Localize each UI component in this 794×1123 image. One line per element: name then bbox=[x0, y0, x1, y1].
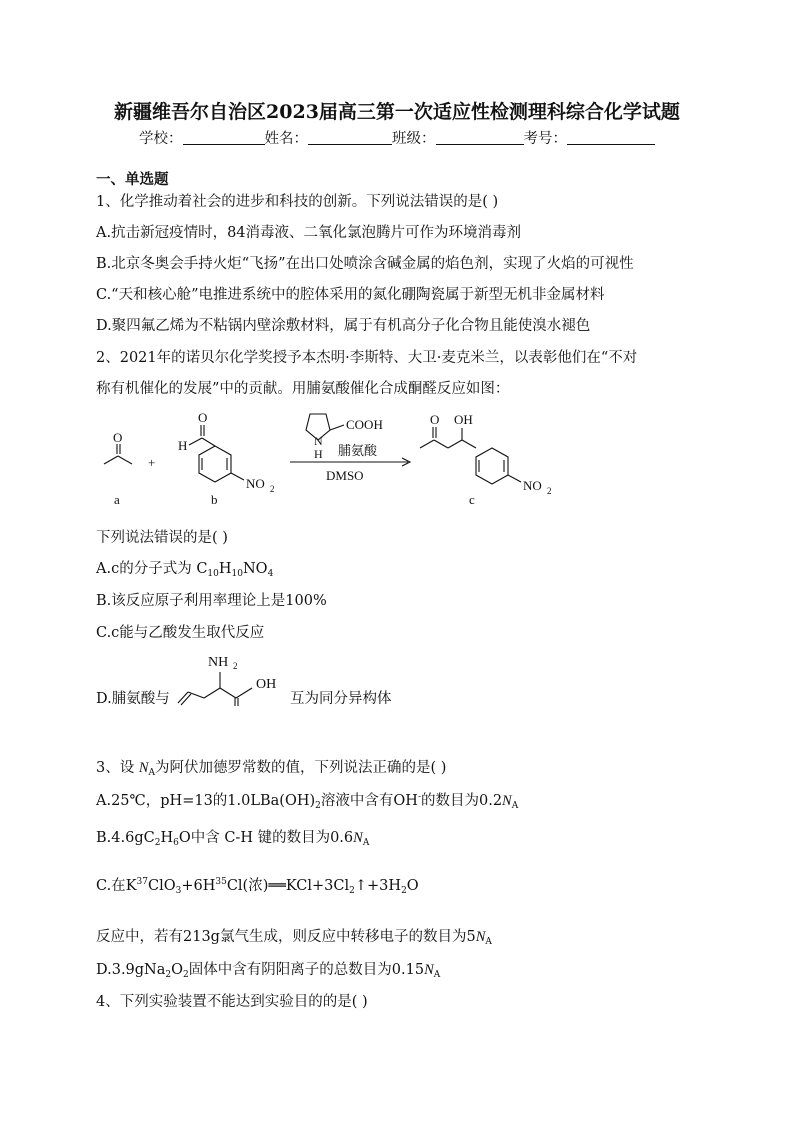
q3-d-na: N bbox=[424, 962, 434, 978]
q2-option-d-pre: D.脯氨酸与 bbox=[96, 691, 170, 707]
name-blank[interactable] bbox=[308, 130, 392, 145]
b-cho-bond bbox=[202, 438, 215, 446]
b-no2-bond bbox=[231, 473, 244, 480]
c-ring-bond bbox=[462, 440, 476, 448]
proline-h: H bbox=[314, 447, 323, 461]
q3-c-pre: C.在 bbox=[96, 878, 126, 894]
number-blank[interactable] bbox=[567, 130, 655, 145]
q3-stem bbox=[96, 756, 446, 777]
name-label: 姓名： bbox=[264, 131, 308, 147]
f-c: C bbox=[196, 561, 208, 577]
q3-c-sub3: 3 bbox=[175, 886, 182, 896]
q3-b-sub2: 6 bbox=[173, 838, 179, 848]
b-ch-bond bbox=[189, 438, 202, 445]
q3-c-arrow: ↑ bbox=[354, 878, 368, 894]
b-o: O bbox=[198, 410, 208, 425]
school-label: 学校： bbox=[139, 131, 183, 147]
q3-c-val: 5 bbox=[466, 929, 476, 945]
c-no2-sub: 2 bbox=[547, 486, 552, 496]
q3-d-o: O bbox=[171, 962, 184, 978]
c-benzene-ring bbox=[476, 448, 508, 484]
q3-c-end: +3H bbox=[367, 878, 402, 894]
q3-d-sub2: 2 bbox=[183, 970, 189, 980]
q3-b-na: N bbox=[353, 830, 363, 846]
q3-b-val: 0.6 bbox=[330, 830, 354, 846]
q3-c-cl: Cl(浓) bbox=[226, 878, 269, 894]
aa-nh2: NH bbox=[208, 655, 229, 670]
q3-stem-post: 为阿伏加德罗常数的值，下列说法正确的是( ) bbox=[155, 760, 447, 776]
section-heading: 一、单选题 bbox=[96, 171, 169, 188]
q3-a-sub: 2 bbox=[315, 801, 321, 811]
q3-c-eq: ══ bbox=[268, 878, 286, 894]
q3-a-mid: pH=13的1.0LBa bbox=[160, 793, 280, 809]
q2-option-b: B.该反应原子利用率理论上是100% bbox=[96, 593, 327, 609]
q2-option-a bbox=[96, 557, 273, 578]
b-no2: NO bbox=[246, 476, 265, 491]
q3-stem-pre: 3、设 bbox=[96, 760, 139, 776]
acetone-o: O bbox=[113, 430, 123, 445]
q3-b-mid: 中含 C-H 键的数目为 bbox=[190, 830, 331, 846]
q3-c2-pre: 反应中，若有213g氯气生成，则反应中转移电子的数目为 bbox=[96, 929, 467, 945]
q3-b-na-sub: A bbox=[362, 838, 370, 848]
page-title: 新疆维吾尔自治区2023届高三第一次适应性检测理科综合化学试题 bbox=[114, 101, 680, 123]
q1-option-a: A.抗击新冠疫情时，84消毒液、二氧化氯泡腾片可作为环境消毒剂 bbox=[96, 225, 522, 241]
number-label: 考号： bbox=[523, 131, 567, 147]
student-info-row bbox=[0, 127, 794, 148]
q3-a-pre: A.25℃， bbox=[96, 793, 161, 809]
amino-acid-structure bbox=[174, 648, 290, 710]
acetone-bond-right bbox=[118, 456, 132, 464]
q3-option-c bbox=[96, 874, 419, 895]
q3-a-paren: (OH) bbox=[279, 793, 316, 809]
q3-a-val: 0.2 bbox=[478, 793, 503, 809]
q3-a-na-sub: A bbox=[511, 801, 519, 811]
q2-stem-line2: 称有机催化的发展”中的贡献。用脯氨酸催化合成酮醛反应如图： bbox=[96, 381, 510, 397]
label-c: c bbox=[469, 492, 475, 507]
q2-a-formula bbox=[196, 561, 273, 577]
school-blank[interactable] bbox=[183, 130, 265, 145]
q2-option-d-post: 互为同分异构体 bbox=[290, 691, 392, 707]
catalyst-label: 脯氨酸 bbox=[338, 443, 378, 458]
c-bond-1 bbox=[420, 440, 434, 448]
aa-vinyl-double-1 bbox=[178, 692, 188, 703]
q3-d-sub1: 2 bbox=[165, 970, 172, 980]
na-sub: A bbox=[148, 768, 156, 778]
q2-a-text: A.c的分子式为 bbox=[96, 561, 197, 577]
class-blank[interactable] bbox=[436, 130, 524, 145]
c-no2: NO bbox=[523, 478, 542, 493]
q3-c-sub2: 2 bbox=[349, 886, 355, 896]
q3-d-mid: 固体中含有阴阳离子的总数目为 bbox=[188, 962, 392, 978]
aa-oh-bond bbox=[236, 688, 252, 698]
q3-option-b bbox=[96, 826, 369, 847]
proline-cooh: COOH bbox=[346, 417, 383, 432]
q3-c-na-sub: A bbox=[485, 937, 492, 947]
q3-option-d bbox=[96, 958, 440, 979]
aa-bond-3 bbox=[220, 688, 236, 698]
q2-option-c: C.c能与乙酸发生取代反应 bbox=[96, 625, 265, 641]
c-o: O bbox=[430, 412, 440, 427]
q3-a-na: N bbox=[502, 793, 512, 809]
f-c-sub: 10 bbox=[207, 569, 219, 579]
na-symbol: N bbox=[138, 760, 149, 776]
q3-b-formula: 4.6gC bbox=[111, 830, 155, 846]
aa-vinyl-double-2 bbox=[181, 694, 191, 705]
aa-nh2-sub: 2 bbox=[233, 661, 238, 671]
q3-a-oh-sup: - bbox=[417, 792, 421, 802]
q3-b-sub1: 2 bbox=[154, 838, 161, 848]
q3-c-clo: ClO bbox=[147, 878, 176, 894]
label-b: b bbox=[211, 492, 218, 507]
q3-a-post2: 的数目为 bbox=[420, 793, 479, 809]
q1-option-d: D.聚四氟乙烯为不粘锅内壁涂敷材料，属于有机高分子化合物且能使溴水褪色 bbox=[96, 318, 591, 334]
f-h-sub: 10 bbox=[231, 569, 243, 579]
b-no2-sub: 2 bbox=[270, 484, 275, 494]
proline-cooh-bond bbox=[330, 425, 344, 430]
q3-b-o: O bbox=[178, 830, 191, 846]
f-h: H bbox=[218, 561, 232, 577]
q3-d-formula: 3.9gNa bbox=[111, 962, 166, 978]
q3-d-pre: D. bbox=[96, 962, 112, 978]
class-label: 班级： bbox=[392, 131, 436, 147]
q3-c-sup2: 35 bbox=[215, 877, 227, 887]
f-no-sub: 4 bbox=[267, 569, 274, 579]
q3-d-val: 0.15 bbox=[391, 962, 425, 978]
q3-a-oh: OH bbox=[393, 793, 418, 809]
b-h: H bbox=[178, 438, 188, 453]
q2-stem-line1: 2、2021年的诺贝尔化学奖授予本杰明·李斯特、大卫·麦克米兰，以表彰他们在“不对 bbox=[96, 350, 638, 366]
q3-c-k: K bbox=[125, 878, 137, 894]
q2-stem-line3: 下列说法错误的是( ) bbox=[96, 530, 228, 546]
q3-c-end-sub: 2 bbox=[401, 886, 407, 896]
q1-option-c: C.“天和核心舱”电推进系统中的腔体采用的氮化硼陶瓷属于新型无机非金属材料 bbox=[96, 287, 605, 303]
q3-d-na-sub: A bbox=[433, 970, 441, 980]
q3-b-h: H bbox=[160, 830, 174, 846]
q3-option-a bbox=[96, 789, 518, 810]
q3-option-c-line2 bbox=[96, 925, 492, 946]
c-bond-3 bbox=[448, 440, 462, 448]
q3-c-sup1: 37 bbox=[136, 877, 148, 887]
q3-c-prod: KCl+3Cl bbox=[285, 878, 350, 894]
q4-stem: 4、下列实验装置不能达到实验目的的是( ) bbox=[96, 994, 368, 1010]
q1-option-b: B.北京冬奥会手持火炬“飞扬”在出口处喷涂含碱金属的焰色剂，实现了火焰的可视性 bbox=[96, 256, 634, 272]
aa-bond-2 bbox=[204, 688, 220, 698]
b-benzene-ring bbox=[199, 446, 231, 482]
q3-c-end-o: O bbox=[406, 878, 419, 894]
c-bond-2 bbox=[434, 440, 448, 448]
c-oh: OH bbox=[454, 412, 473, 427]
solvent-label: DMSO bbox=[326, 468, 364, 483]
acetone-bond-left bbox=[104, 456, 118, 464]
q3-c-plus: +6H bbox=[181, 878, 216, 894]
label-a: a bbox=[114, 492, 120, 507]
f-no: NO bbox=[242, 561, 268, 577]
q3-c-na: N bbox=[475, 929, 486, 945]
aa-oh: OH bbox=[256, 677, 277, 692]
q1-stem: 1、化学推动着社会的进步和科技的创新。下列说法错误的是( ) bbox=[96, 194, 499, 210]
c-no2-bond bbox=[508, 475, 521, 482]
reaction-scheme bbox=[90, 400, 590, 515]
proline-n: N bbox=[314, 434, 323, 448]
q3-a-post1: 溶液中含有 bbox=[320, 793, 394, 809]
plus-sign: + bbox=[148, 455, 156, 470]
q3-b-pre: B. bbox=[96, 830, 112, 846]
